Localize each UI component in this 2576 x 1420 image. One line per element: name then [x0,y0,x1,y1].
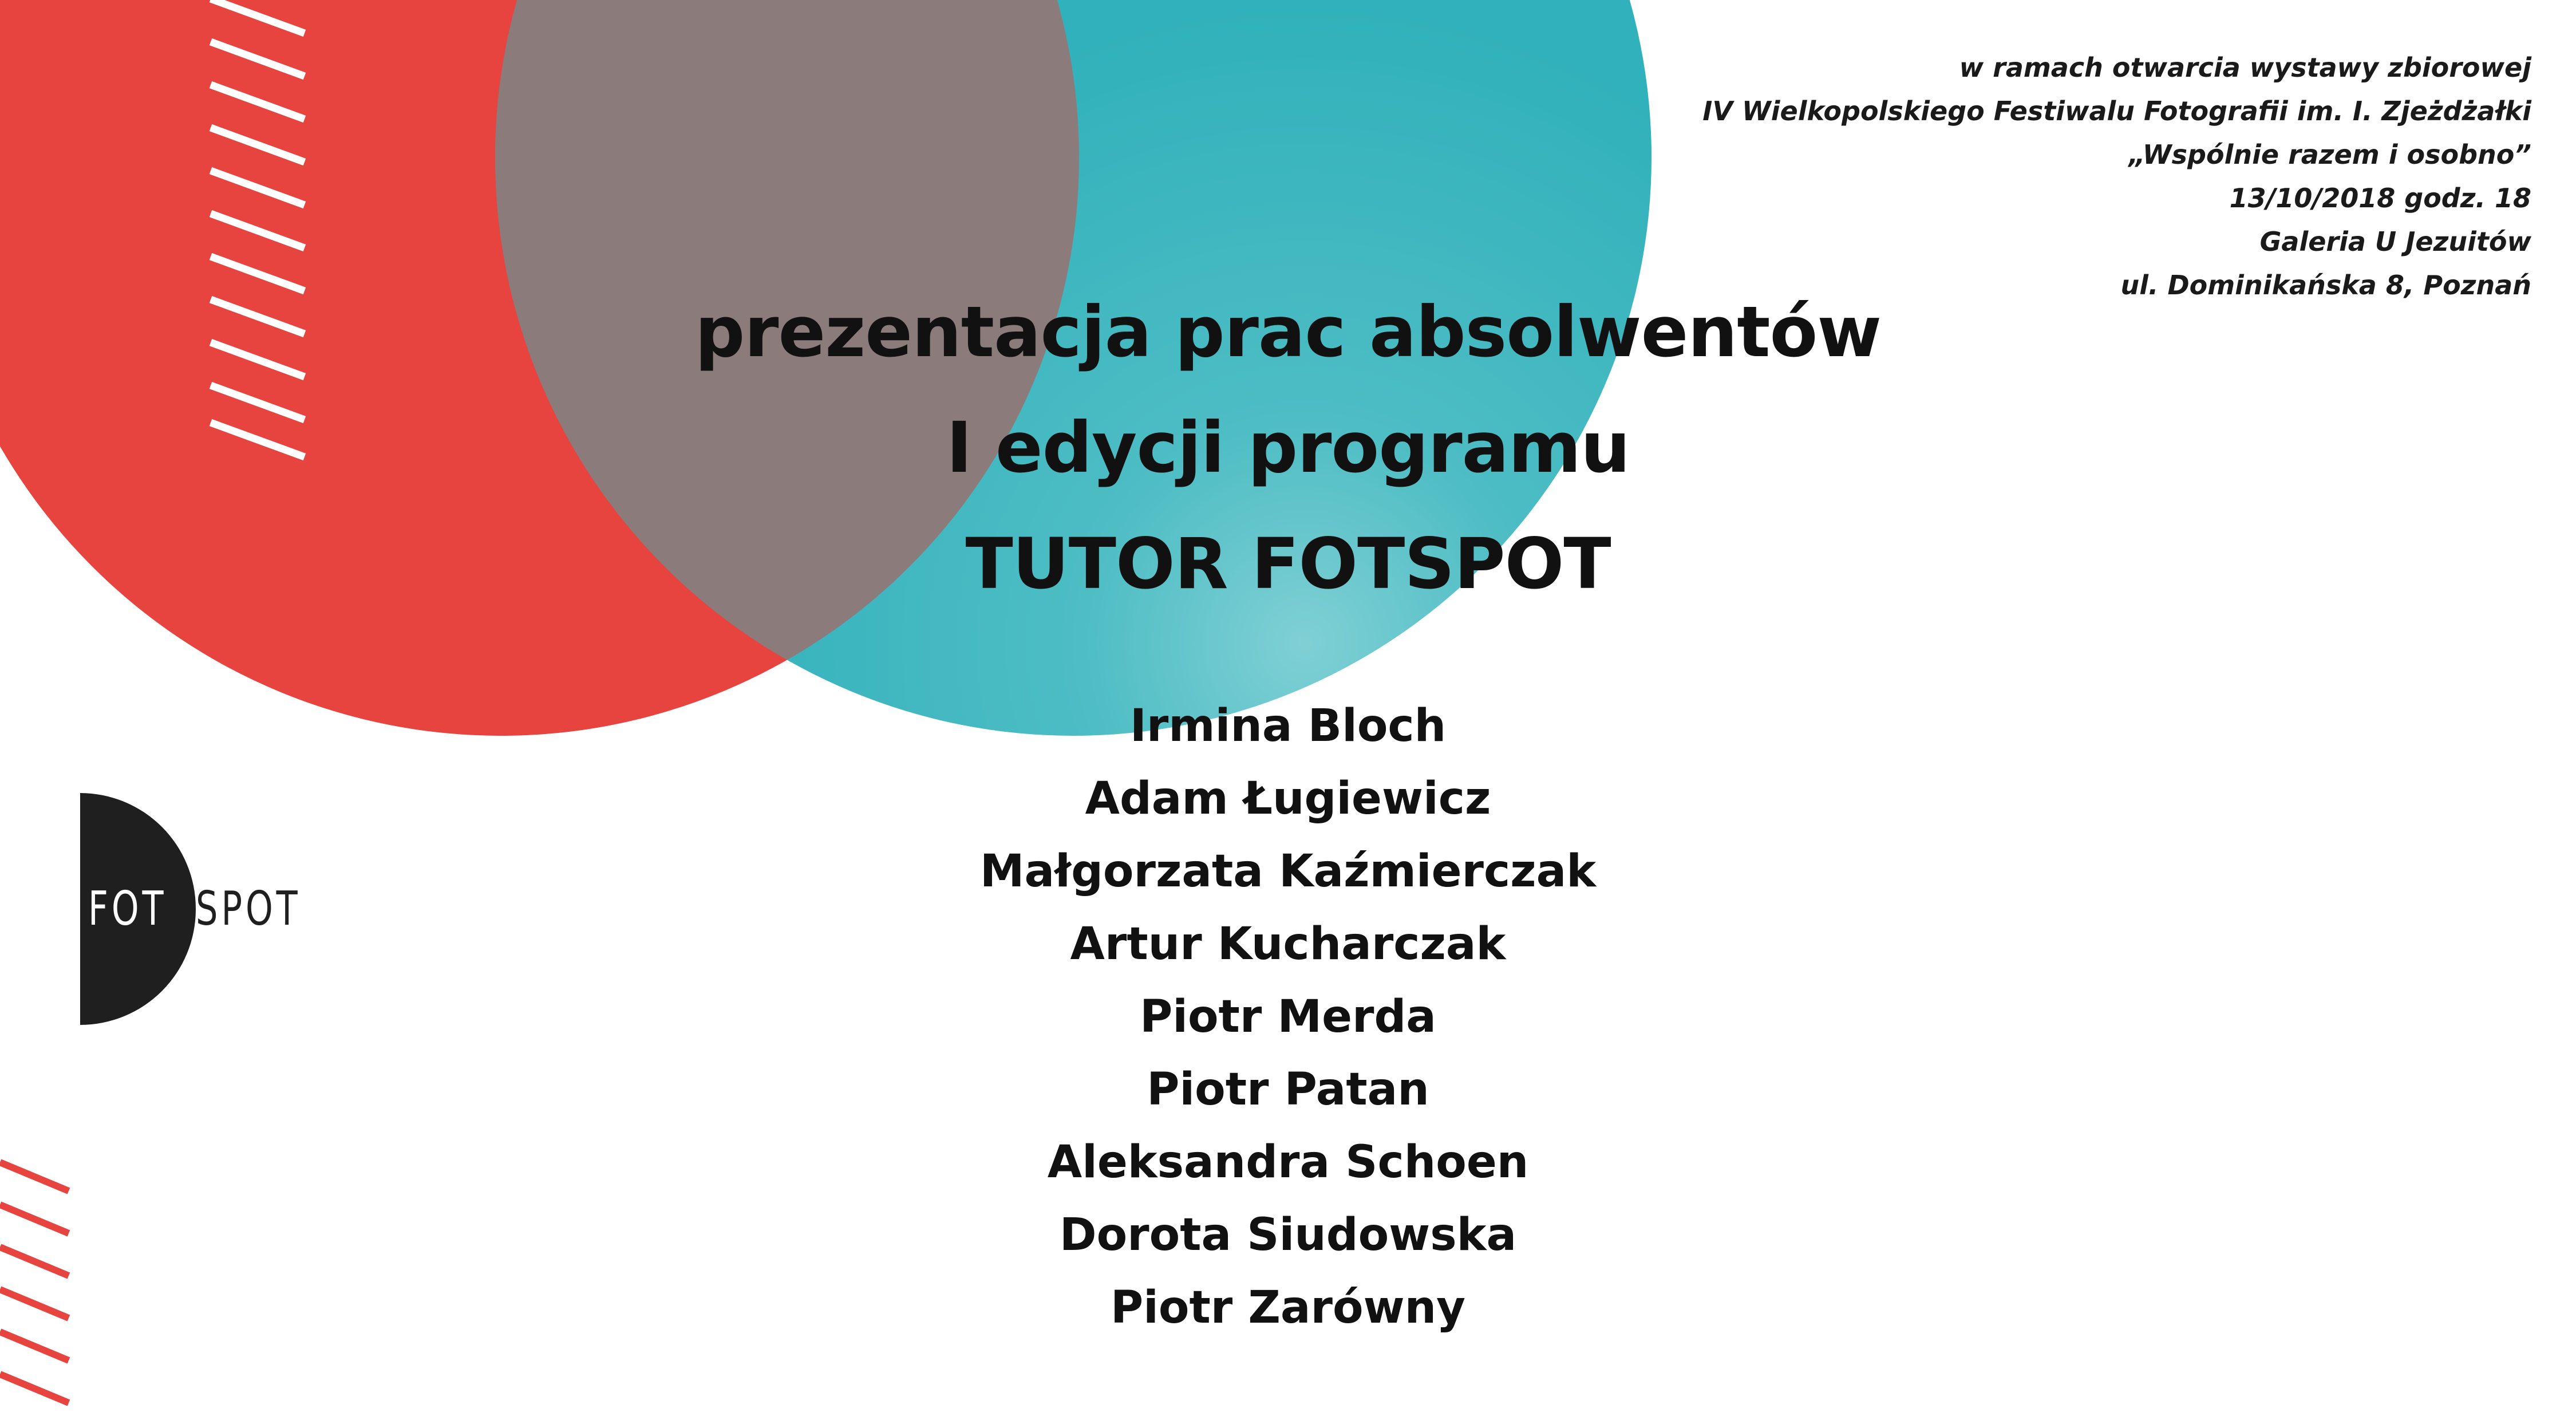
headline-line-2: I edycji programu [946,407,1630,488]
logo-wordmark [88,878,338,941]
participant-name: Artur Kucharczak [1070,918,1506,970]
event-info-line: w ramach otwarcia wystawy zbiorowej [1959,52,2531,83]
logo-text-fot: FOT [88,882,167,936]
event-address: ul. Dominikańska 8, Poznań [2120,270,2531,301]
participant-name: Aleksandra Schoen [1047,1137,1529,1188]
fotspot-logo [80,793,321,1025]
event-info-line: IV Wielkopolskiego Festiwalu Fotografii im. I. Zjeżdżałki [1702,96,2531,127]
red-stripes [0,1162,69,1403]
event-info [1558,46,2531,307]
event-date: 13/10/2018 godz. 18 [2229,183,2531,214]
participant-name: Piotr Zarówny [1110,1282,1466,1334]
headline-line-1: prezentacja prac absolwentów [694,291,1882,373]
event-venue: Galeria U Jezuitów [2259,226,2531,257]
participant-name: Piotr Merda [1140,991,1436,1043]
participant-list [716,690,1860,1344]
participant-name: Adam Ługiewicz [1085,773,1491,825]
participant-name: Dorota Siudowska [1059,1209,1517,1261]
participant-name: Irmina Bloch [1129,700,1447,752]
participant-name: Piotr Patan [1147,1064,1429,1115]
event-info-line: „Wspólnie razem i osobno” [2128,139,2531,170]
participant-name: Małgorzata Kaźmierczak [979,846,1597,897]
headline-line-3: TUTOR FOTSPOT [965,523,1611,605]
logo-text-spot: SPOT [196,882,301,936]
